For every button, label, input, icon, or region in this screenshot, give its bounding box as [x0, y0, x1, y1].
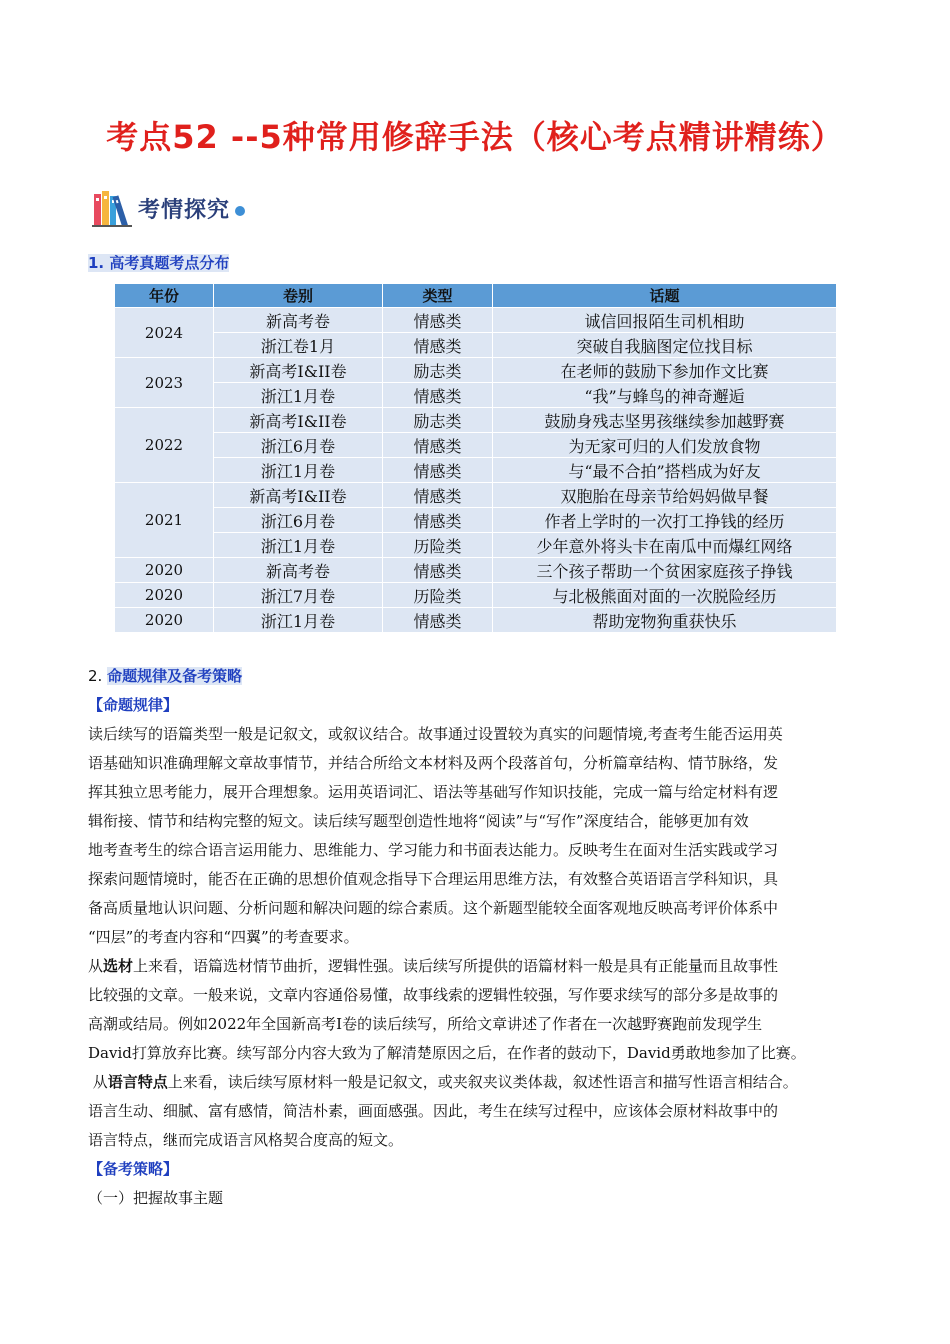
cell-type: 情感类 [383, 308, 493, 333]
text-line: 从选材上来看，语篇选材情节曲折，逻辑性强。读后续写所提供的语篇材料一般是具有正能量而且故事性 [88, 957, 779, 975]
table-row [115, 308, 837, 333]
cell-type: 情感类 [383, 608, 493, 633]
table-row [115, 458, 837, 483]
table-row [115, 408, 837, 433]
table-row [115, 383, 837, 408]
cell-paper: 新高考卷 [214, 558, 383, 583]
cell-type: 情感类 [383, 433, 493, 458]
cell-paper: 浙江1月卷 [214, 458, 383, 483]
paragraph-rules [88, 720, 878, 952]
exam-distribution-table [114, 283, 837, 633]
strategy-section [88, 662, 878, 1213]
cell-paper: 新高考I&II卷 [214, 483, 383, 508]
cell-year: 2020 [115, 558, 214, 583]
dot-icon [235, 206, 245, 216]
cell-type: 情感类 [383, 333, 493, 358]
text-line: 从语言特点上来看，读后续写原材料一般是记叙文，或夹叙夹议类体裁，叙述性语言和描写性语言相结合。 [88, 1073, 798, 1091]
cell-paper: 新高考I&II卷 [214, 408, 383, 433]
cell-paper: 浙江卷1月 [214, 333, 383, 358]
table-row [115, 533, 837, 558]
strategy-label: 【备考策略】 [88, 1160, 179, 1178]
text-line: 语基础知识准确理解文章故事情节，并结合所给文本材料及两个段落首句，分析篇章结构、情节脉络，发 [88, 754, 779, 772]
cell-year: 2022 [115, 408, 214, 483]
cell-paper: 浙江6月卷 [214, 433, 383, 458]
section-2-heading: 2. 命题规律及备考策略 [88, 667, 243, 685]
paragraph-material [88, 952, 878, 1068]
table-row [115, 333, 837, 358]
cell-topic: 与北极熊面对面的一次脱险经历 [493, 583, 837, 608]
cell-topic: 诚信回报陌生司机相助 [493, 308, 837, 333]
books-icon [92, 188, 134, 228]
cell-year: 2020 [115, 608, 214, 633]
table-row [115, 608, 837, 633]
cell-topic: 三个孩子帮助一个贫困家庭孩子挣钱 [493, 558, 837, 583]
cell-type: 情感类 [383, 383, 493, 408]
cell-type: 励志类 [383, 408, 493, 433]
cell-paper: 浙江7月卷 [214, 583, 383, 608]
table-body [115, 308, 837, 633]
cell-type: 情感类 [383, 558, 493, 583]
table-row [115, 483, 837, 508]
text-line: 探索问题情境时，能否在正确的思想价值观念指导下合理运用思维方法，有效整合英语语言学科知识，具 [88, 870, 779, 888]
banner-label: 考情探究 [138, 197, 231, 223]
cell-topic: 与“最不合拍”搭档成为好友 [493, 458, 837, 483]
cell-type: 历险类 [383, 533, 493, 558]
table-row [115, 558, 837, 583]
cell-type: 历险类 [383, 583, 493, 608]
text-line: 地考查考生的综合语言运用能力、思维能力、学习能力和书面表达能力。反映考生在面对生活实践或学习 [88, 841, 779, 859]
text-line: 高潮或结局。例如2022年全国新高考I卷的读后续写，所给文章讲述了作者在一次越野赛跑前发现学生 [88, 1015, 763, 1033]
cell-topic: 突破自我脑图定位找目标 [493, 333, 837, 358]
cell-topic: 帮助宠物狗重获快乐 [493, 608, 837, 633]
text-line: 比较强的文章。一般来说，文章内容通俗易懂，故事线索的逻辑性较强，写作要求续写的部分多是故事的 [88, 986, 779, 1004]
cell-type: 情感类 [383, 508, 493, 533]
cell-type: 励志类 [383, 358, 493, 383]
section-1-heading: 1. 高考真题考点分布 [88, 254, 230, 272]
header-topic: 话题 [493, 284, 837, 308]
text-line: “四层”的考查内容和“四翼”的考查要求。 [88, 928, 359, 946]
cell-year: 2020 [115, 583, 214, 608]
paragraph-language [88, 1068, 878, 1155]
cell-type: 情感类 [383, 458, 493, 483]
text-line: 备高质量地认识问题、分析问题和解决问题的综合素质。这个新题型能较全面客观地反映高考评价体系中 [88, 899, 779, 917]
text-line: 语言特点，继而完成语言风格契合度高的短文。 [88, 1131, 404, 1149]
header-type: 类型 [383, 284, 493, 308]
text-line: David打算放弃比赛。续写部分内容大致为了解清楚原因之后，在作者的鼓动下，David勇敢地参加了比赛。 [88, 1044, 806, 1062]
keyword-material: 选材 [103, 957, 134, 975]
section-banner [92, 186, 245, 230]
cell-type: 情感类 [383, 483, 493, 508]
cell-paper: 浙江1月卷 [214, 608, 383, 633]
cell-paper: 浙江1月卷 [214, 383, 383, 408]
cell-topic: 双胞胎在母亲节给妈妈做早餐 [493, 483, 837, 508]
strategy-item: （一）把握故事主题 [88, 1189, 224, 1207]
cell-topic: 在老师的鼓励下参加作文比赛 [493, 358, 837, 383]
header-year: 年份 [115, 284, 214, 308]
cell-year: 2023 [115, 358, 214, 408]
cell-topic: “我”与蜂鸟的神奇邂逅 [493, 383, 837, 408]
header-paper: 卷别 [214, 284, 383, 308]
keyword-language: 语言特点 [107, 1073, 168, 1091]
cell-paper: 新高考I&II卷 [214, 358, 383, 383]
cell-year: 2024 [115, 308, 214, 358]
text-line: 挥其独立思考能力，展开合理想象。运用英语词汇、语法等基础写作知识技能，完成一篇与给定材料有逻 [88, 783, 779, 801]
cell-topic: 鼓励身残志坚男孩继续参加越野赛 [493, 408, 837, 433]
cell-topic: 为无家可归的人们发放食物 [493, 433, 837, 458]
table-row [115, 508, 837, 533]
page-title: 考点52 --5种常用修辞手法（核心考点精讲精练） [106, 118, 844, 156]
cell-topic: 少年意外将头卡在南瓜中而爆红网络 [493, 533, 837, 558]
text-line: 语言生动、细腻、富有感情，简洁朴素，画面感强。因此，考生在续写过程中，应该体会原材料故事中的 [88, 1102, 779, 1120]
text-line: 辑衔接、情节和结构完整的短文。读后续写题型创造性地将“阅读”与“写作”深度结合，能够更加有效 [88, 812, 749, 830]
rule-label: 【命题规律】 [88, 696, 179, 714]
cell-paper: 浙江6月卷 [214, 508, 383, 533]
text-line: 读后续写的语篇类型一般是记叙文，或叙议结合。故事通过设置较为真实的问题情境,考查考生能否运用英 [88, 725, 783, 743]
table-row [115, 583, 837, 608]
table-row [115, 433, 837, 458]
cell-year: 2021 [115, 483, 214, 558]
table-header-row [115, 284, 837, 308]
cell-topic: 作者上学时的一次打工挣钱的经历 [493, 508, 837, 533]
cell-paper: 浙江1月卷 [214, 533, 383, 558]
table-row [115, 358, 837, 383]
cell-paper: 新高考卷 [214, 308, 383, 333]
